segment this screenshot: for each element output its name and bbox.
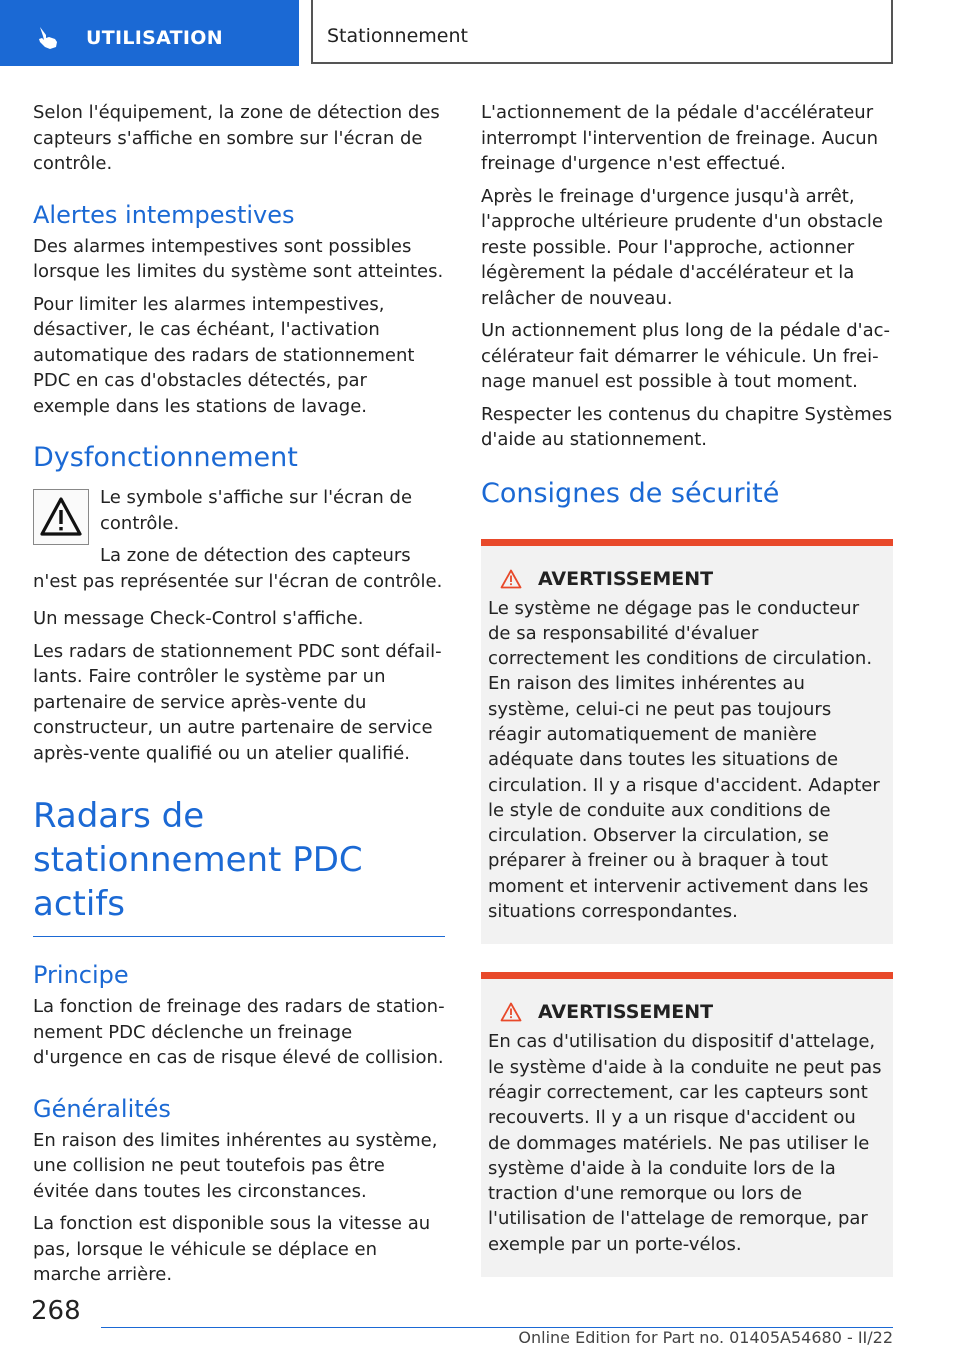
- section-label: Stationnement: [327, 25, 468, 47]
- warning-title-text-1: AVERTISSEMENT: [538, 567, 714, 590]
- warning-symbol-box: [33, 489, 89, 545]
- general-heading: Généralités: [33, 1094, 171, 1123]
- warning-title-2: [488, 1001, 883, 1023]
- malfunction-paragraph-2b: n'est pas représentée sur l'écran de contrôle.: [33, 570, 443, 592]
- malfunction-paragraph-4: Les radars de stationnement PDC sont défaillants. Faire contrôler le système par un partenaire de service après-vente du constructeur, un autre partenaire de service après-vente qualifié ou un atelier qualifié.: [33, 640, 442, 764]
- principle-heading: Principe: [33, 961, 129, 989]
- right-paragraph-3: Un actionnement plus long de la pédale d'accélérateur fait démarrer le véhicule. Un freinage manuel est possible à tout moment.: [481, 320, 891, 392]
- malfunction-paragraph-2a: La zone de détection des capteurs: [100, 545, 411, 566]
- general-paragraph-1: En raison des limites inhérentes au système, une collision ne peut toutefois pas être évitée dans toutes les circonstances.: [33, 1129, 438, 1202]
- alerts-paragraph-1: Des alarmes intempestives sont possibles lorsque les limites du système sont atteintes.: [33, 235, 444, 282]
- main-heading: Radars de stationnement PDC actifs: [33, 794, 445, 937]
- warning-box-1: [481, 539, 893, 945]
- warning-title-1: [488, 568, 883, 590]
- chapter-tab[interactable]: [0, 0, 299, 66]
- warning-title-text-2: AVERTISSEMENT: [538, 1001, 714, 1024]
- right-paragraph-1: L'actionnement de la pédale d'accélérateur interrompt l'intervention de freinage. Aucun freinage d'urgence n'est effectué.: [481, 102, 879, 174]
- page-header: [0, 0, 960, 66]
- principle-paragraph: La fonction de freinage des radars de stationnement PDC déclenche un freinage d'urgence en cas de risque élevé de collision.: [33, 996, 445, 1068]
- right-paragraph-2: Après le freinage d'urgence jusqu'à arrêt, l'approche ultérieure prudente d'un obstacle reste possible. Pour l'approche, actionner légèrement la pédale d'accélérateur et la relâcher de nouveau.: [481, 185, 883, 309]
- pointing-hand-icon: [36, 25, 62, 51]
- left-column: [33, 100, 445, 1295]
- warning-box-2: [481, 972, 893, 1277]
- malfunction-paragraph-3: Un message Check-Control s'affiche.: [33, 608, 364, 629]
- footer-edition: Online Edition for Part no. 01405A54680 - II/22: [518, 1328, 893, 1347]
- chapter-label: UTILISATION: [86, 27, 223, 49]
- warning-text-1: Le système ne dégage pas le conducteur de sa responsabilité d'évaluer correctement les conditions de circulation. En raison des limites inhérentes au système, celui-ci ne peut pas toujours réagir automatiquement de manière adéquate dans toutes les situations de circulation. Il y a risque d'accident. Adapter le style de conduite aux conditions de circulation. Observer la circulation, se préparer à freiner ou à braquer à tout moment et intervenir activement dans les situations correspondantes.: [488, 597, 880, 923]
- safety-heading: Consignes de sécurité: [481, 477, 780, 509]
- malfunction-heading: Dysfonctionnement: [33, 442, 298, 473]
- right-paragraph-4: Respecter les contenus du chapitre Systèmes d'aide au stationnement.: [481, 403, 893, 450]
- malfunction-symbol-row: [33, 485, 445, 594]
- page-number: 268: [31, 1296, 81, 1326]
- alerts-paragraph-2: Pour limiter les alarmes intempestives, désactiver, le cas échéant, l'activation automatique des radars de stationnement PDC en cas d'obstacles détectés, par exemple dans les stations de lavage.: [33, 293, 415, 417]
- warning-triangle-icon: [500, 1002, 522, 1022]
- intro-paragraph: Selon l'équipement, la zone de détection des capteurs s'affiche en sombre sur l'écran de contrôle.: [33, 102, 440, 174]
- section-tab: [311, 0, 893, 64]
- malfunction-paragraph-1: Le symbole s'affiche sur l'écran de contrôle.: [100, 487, 413, 534]
- right-column: [481, 100, 893, 1277]
- warning-text-2: En cas d'utilisation du dispositif d'attelage, le système d'aide à la conduite ne peut pas réagir correctement, car les capteurs sont recouverts. Il y a un risque d'accident ou de dommages matériels. Ne pas utiliser le système d'aide à la conduite lors de la traction d'une remorque ou lors de l'utilisation de l'attelage de remorque, par exemple par un porte-vélos.: [488, 1031, 882, 1255]
- warning-triangle-icon: [500, 569, 522, 589]
- general-paragraph-2: La fonction est disponible sous la vitesse au pas, lorsque le véhicule se déplace en marche arrière.: [33, 1213, 431, 1285]
- warning-triangle-icon: [39, 496, 83, 538]
- alerts-heading: Alertes intempestives: [33, 200, 295, 229]
